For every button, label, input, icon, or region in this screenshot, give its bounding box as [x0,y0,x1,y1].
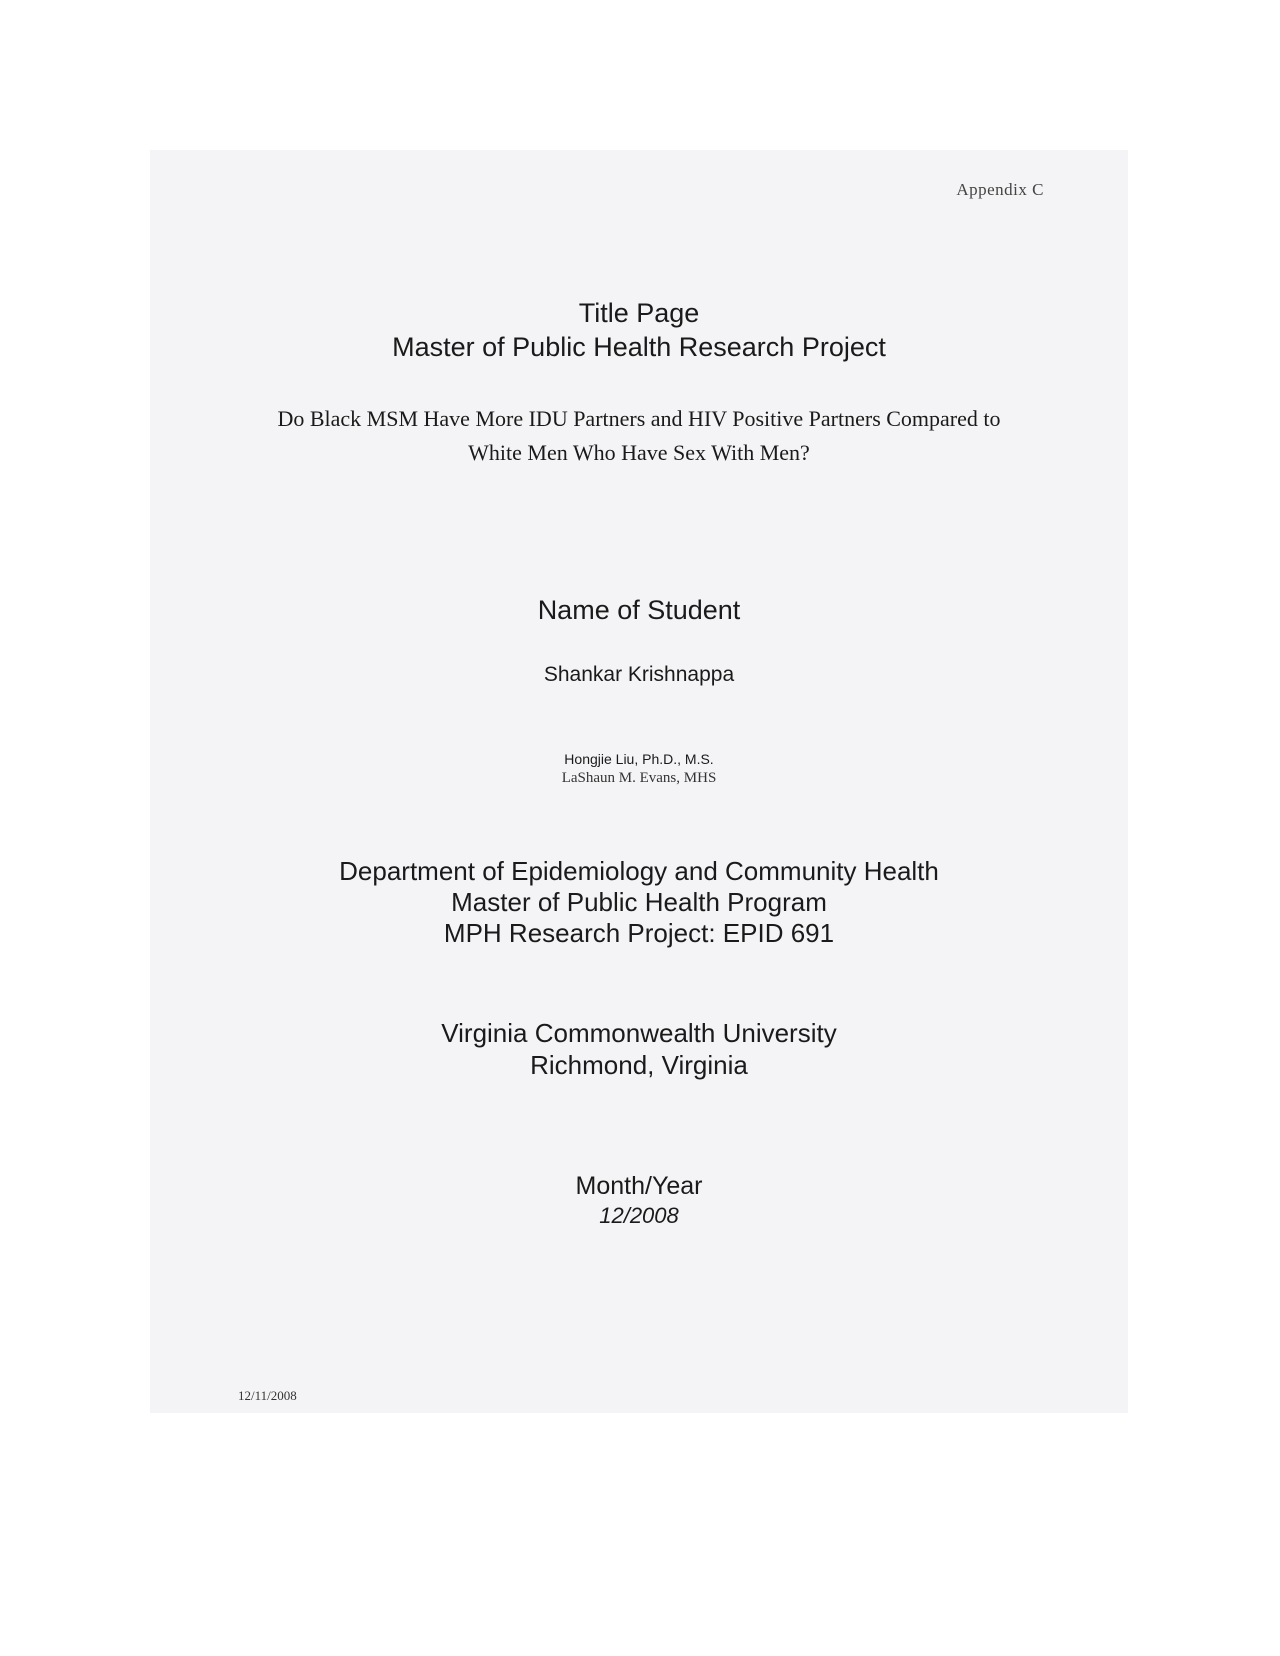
advisor-2: LaShaun M. Evans, MHS [561,770,717,786]
advisor-1: Hongjie Liu, Ph.D., M.S. [564,751,714,767]
student-label: Name of Student [537,595,741,625]
date-value: 12/2008 [599,1203,679,1228]
department-name: Department of Epidemiology and Community Health [339,856,939,886]
page-subtitle: Master of Public Health Research Project [392,332,886,362]
research-title: Do Black MSM Have More IDU Partners and HIV Positive Partners Compared to White Men Who Have Sex With Men? [277,406,1001,465]
program-name: Master of Public Health Program [451,887,827,917]
page-title: Title Page [578,298,700,328]
university-name: Virginia Commonwealth University [441,1018,837,1048]
date-label: Month/Year [575,1172,703,1200]
appendix-label: Appendix C [956,180,1044,199]
university-location: Richmond, Virginia [530,1050,748,1080]
student-name: Shankar Krishnappa [543,663,735,686]
footer-date: 12/11/2008 [238,1388,297,1403]
scanned-sheet [150,150,1128,1413]
course-name: MPH Research Project: EPID 691 [443,918,835,948]
